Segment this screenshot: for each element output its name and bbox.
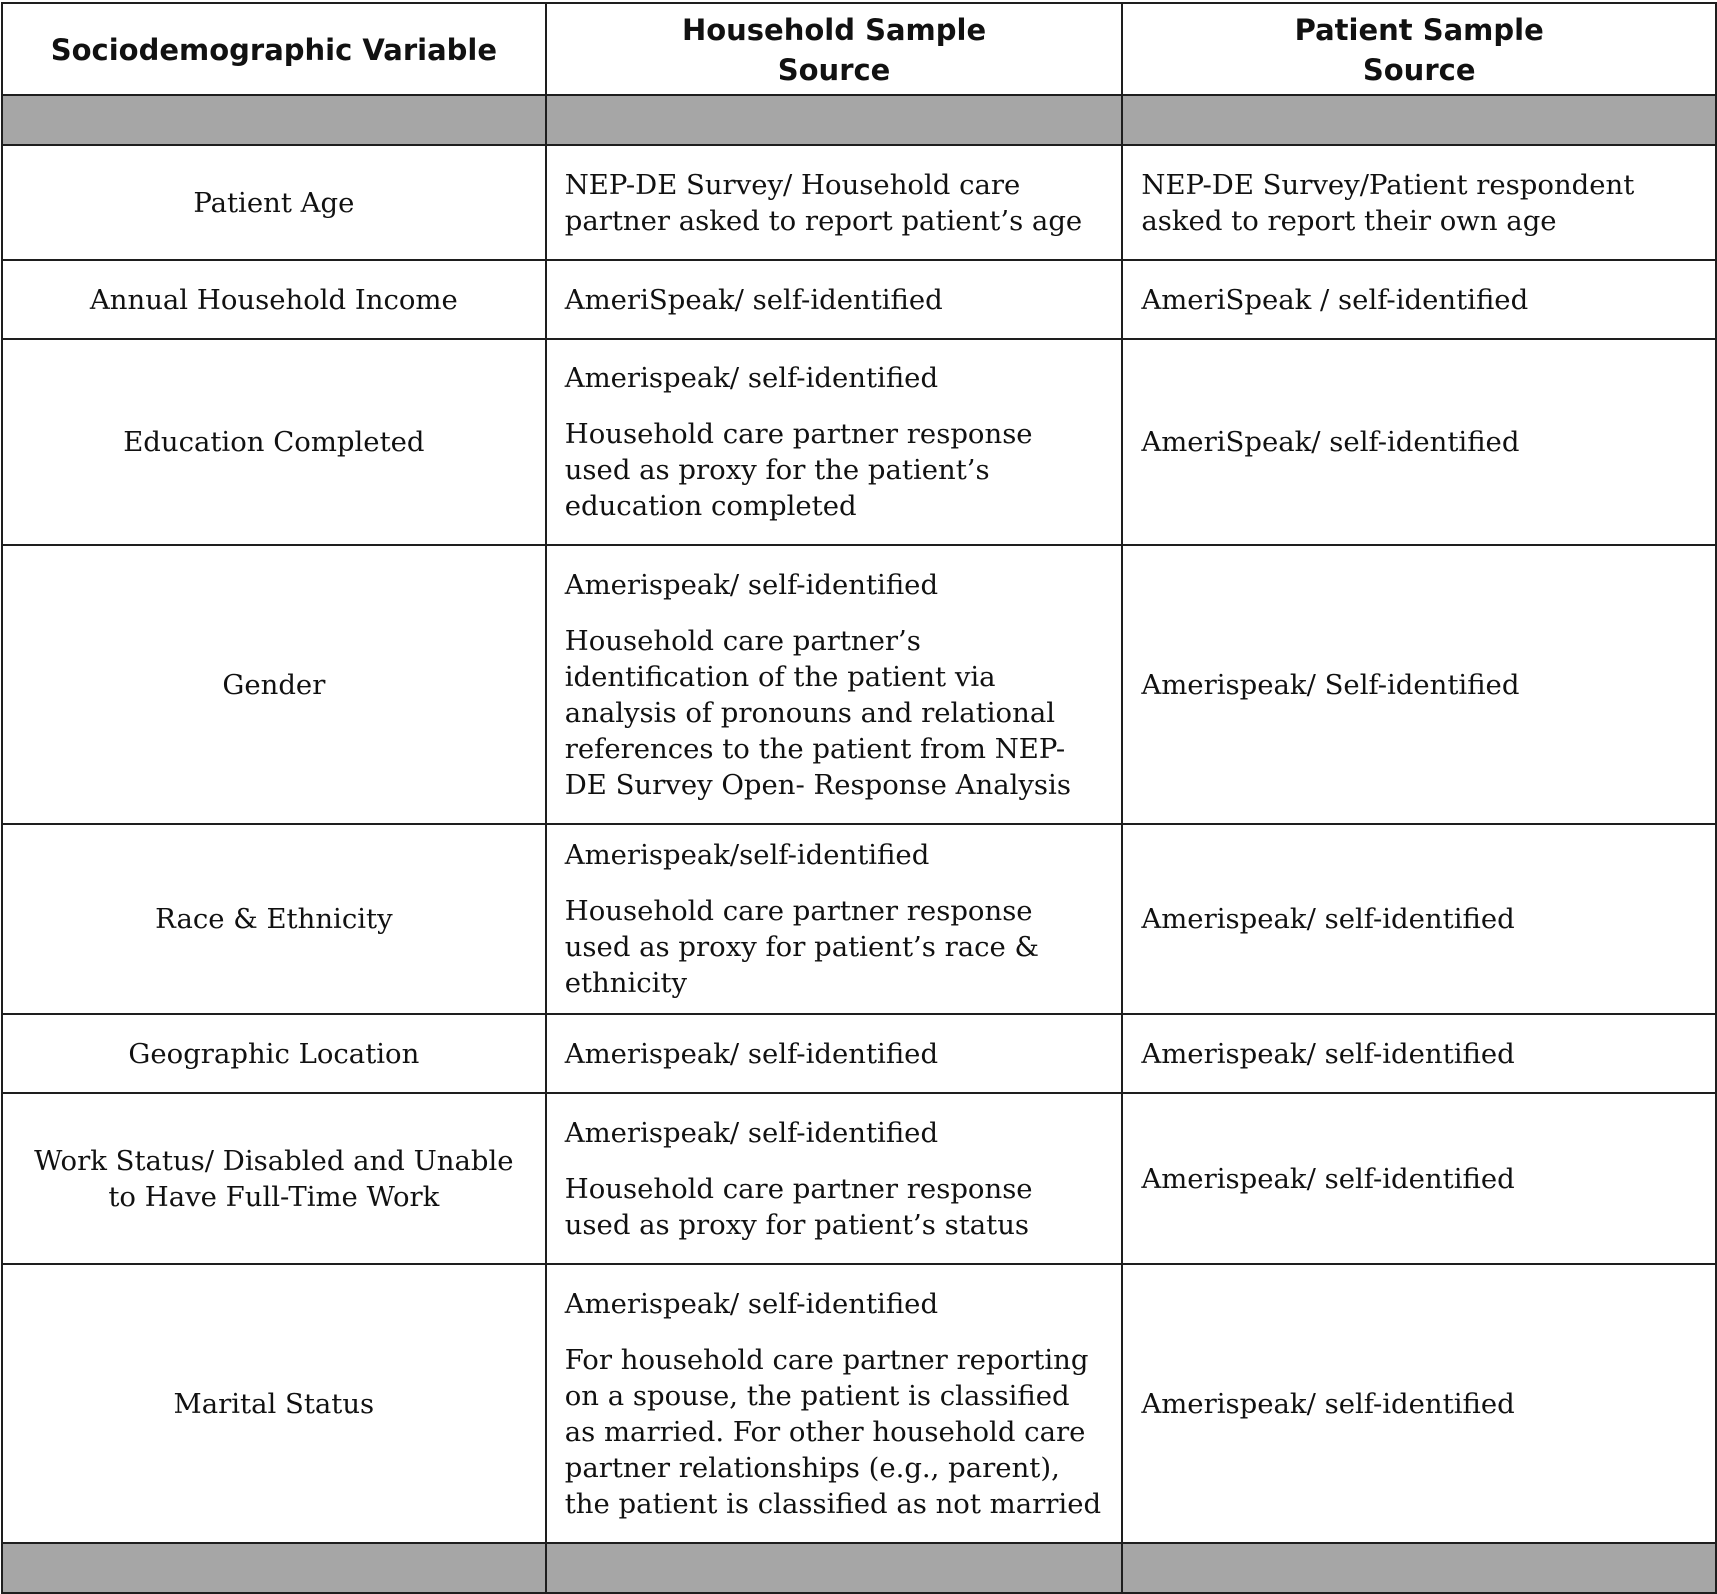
variable-cell: Geographic Location [2, 1014, 546, 1093]
source-table [1, 2, 1717, 1594]
header-household-line2: Source [777, 53, 891, 87]
household-source-cell [546, 545, 1123, 824]
header-patient-line1: Patient Sample [1294, 13, 1544, 47]
patient-source-cell: Amerispeak/ self-identified [1122, 1264, 1716, 1543]
household-source-text: Amerispeak/ self-identified [564, 568, 939, 601]
household-source-cell [546, 1014, 1123, 1093]
variable-cell: Gender [2, 545, 546, 824]
table-row-gender [2, 545, 1716, 824]
table-row-geographic-location [2, 1014, 1716, 1093]
variable-cell: Marital Status [2, 1264, 546, 1543]
shaded-divider-row-top [2, 95, 1716, 145]
table-row-race-ethnicity [2, 824, 1716, 1014]
shaded-cell [2, 95, 546, 145]
household-source-cell [546, 260, 1123, 339]
variable-cell: Education Completed [2, 339, 546, 545]
patient-source-cell: Amerispeak/ self-identified [1122, 1093, 1716, 1264]
patient-source-cell: Amerispeak/ Self-identified [1122, 545, 1716, 824]
header-patient-line2: Source [1362, 53, 1476, 87]
table-row-marital-status [2, 1264, 1716, 1543]
variable-cell: Patient Age [2, 145, 546, 260]
variable-cell: Race & Ethnicity [2, 824, 546, 1014]
variable-cell: Work Status/ Disabled and Unable to Have Full-Time Work [2, 1093, 546, 1264]
header-household-source [546, 3, 1123, 95]
header-patient-source [1122, 3, 1716, 95]
household-source-cell [546, 824, 1123, 1014]
household-source-text: AmeriSpeak/ self-identified [564, 283, 943, 316]
patient-source-cell: Amerispeak/ self-identified [1122, 1014, 1716, 1093]
shaded-divider-row-bottom [2, 1543, 1716, 1593]
patient-source-cell: AmeriSpeak/ self-identified [1122, 339, 1716, 545]
sociodemographic-source-table [1, 2, 1717, 1594]
household-source-text: Amerispeak/self-identified [564, 839, 930, 871]
header-variable [2, 3, 546, 95]
household-source-note: For household care partner reporting on a spouse, the patient is classified as married. For other household care partner relationships (e.g., parent), the patient is classified as not married [564, 1343, 1102, 1520]
table-row-work-status [2, 1093, 1716, 1264]
household-source-cell [546, 1264, 1123, 1543]
household-source-note: Household care partner’s identification of the patient via analysis of pronouns and relational references to the patient from NEP-DE Survey Open- Response Analysis [564, 624, 1071, 801]
household-source-text: Amerispeak/ self-identified [564, 362, 939, 394]
household-source-cell [546, 339, 1123, 545]
shaded-cell [1122, 95, 1716, 145]
household-source-cell [546, 1093, 1123, 1264]
household-source-note: Household care partner response used as proxy for patient’s status [564, 1172, 1033, 1241]
household-source-text: Amerispeak/ self-identified [564, 1287, 939, 1320]
header-household-line1: Household Sample [681, 13, 987, 47]
shaded-cell [546, 95, 1123, 145]
patient-source-cell: NEP-DE Survey/Patient respondent asked to report their own age [1122, 145, 1716, 260]
header-variable-label: Sociodemographic Variable [50, 33, 498, 67]
household-source-cell [546, 145, 1123, 260]
variable-cell: Annual Household Income [2, 260, 546, 339]
header-row [2, 3, 1716, 95]
household-source-text: Amerispeak/ self-identified [564, 1116, 939, 1149]
household-source-note: Household care partner response used as proxy for patient’s race & ethnicity [564, 895, 1040, 999]
patient-source-cell: Amerispeak/ self-identified [1122, 824, 1716, 1014]
household-source-text: NEP-DE Survey/ Household care partner asked to report patient’s age [564, 168, 1083, 237]
shaded-cell [2, 1543, 546, 1593]
table-row-education [2, 339, 1716, 545]
table-row-patient-age [2, 145, 1716, 260]
household-source-note: Household care partner response used as proxy for the patient’s education completed [564, 418, 1033, 522]
shaded-cell [1122, 1543, 1716, 1593]
shaded-cell [546, 1543, 1123, 1593]
table-row-household-income [2, 260, 1716, 339]
household-source-text: Amerispeak/ self-identified [564, 1037, 939, 1070]
patient-source-cell: AmeriSpeak / self-identified [1122, 260, 1716, 339]
